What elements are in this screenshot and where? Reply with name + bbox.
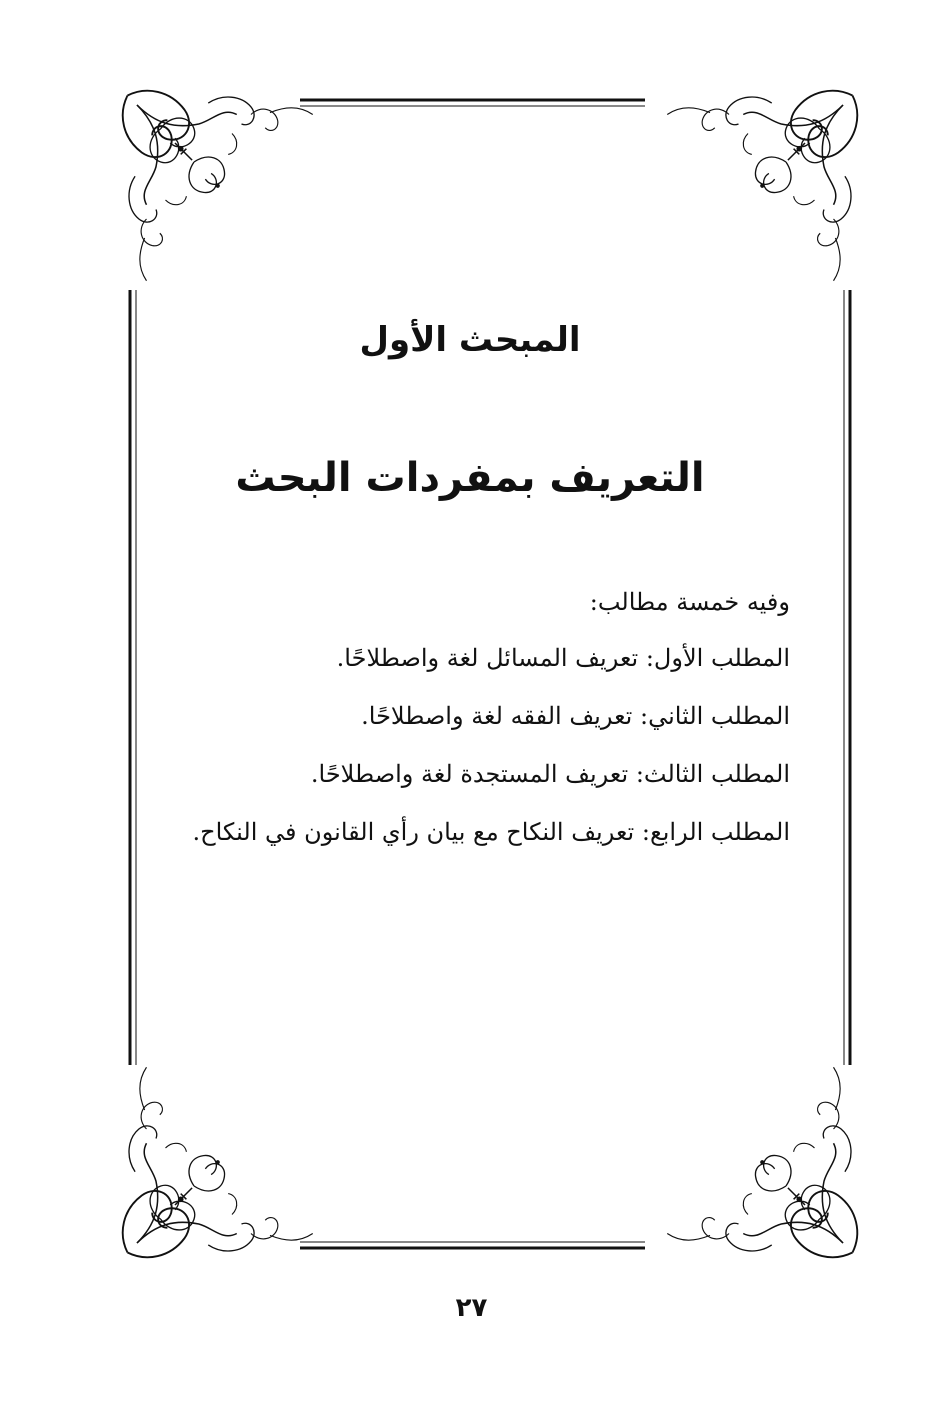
topics-list bbox=[150, 638, 790, 870]
chapter-title: المبحث الأول bbox=[359, 320, 581, 360]
topic-item-4 bbox=[150, 812, 790, 870]
topic-item-3 bbox=[150, 754, 790, 812]
topic-item-1 bbox=[150, 638, 790, 696]
intro-line: وفيه خمسة مطالب: bbox=[589, 588, 790, 616]
topic-text: تعريف المستجدة لغة واصطلاحًا. bbox=[310, 760, 629, 788]
topic-label: المطلب الثاني: bbox=[640, 702, 790, 730]
topic-label: المطلب الثالث: bbox=[635, 760, 790, 788]
topic-item-2 bbox=[150, 696, 790, 754]
section-title: التعريف بمفردات البحث bbox=[235, 455, 705, 501]
topic-text: تعريف الفقه لغة واصطلاحًا. bbox=[361, 702, 633, 730]
topic-text: تعريف المسائل لغة واصطلاحًا. bbox=[336, 644, 639, 672]
topic-label: المطلب الرابع: bbox=[641, 818, 790, 846]
page-number: ٢٧ bbox=[455, 1293, 488, 1323]
topic-label: المطلب الأول: bbox=[645, 644, 790, 672]
page-content bbox=[150, 0, 790, 1407]
topic-text: تعريف النكاح مع بيان رأي القانون في النكاح. bbox=[192, 818, 635, 846]
